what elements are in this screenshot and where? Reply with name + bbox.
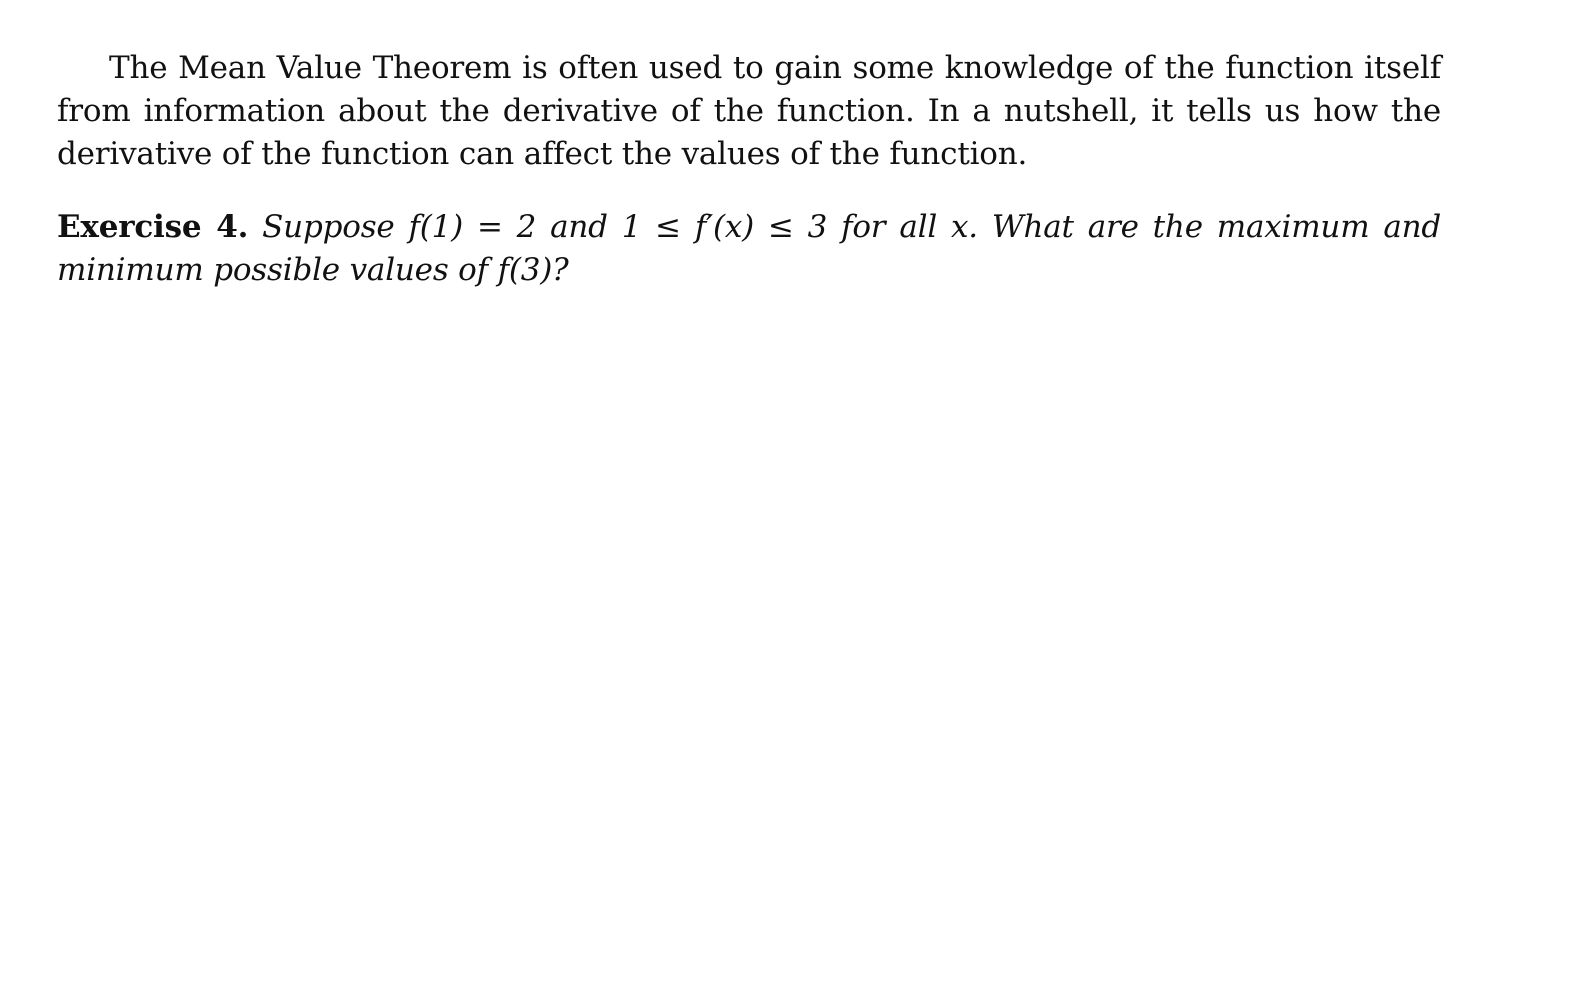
exercise-block	[57, 206, 1441, 292]
intro-paragraph: The Mean Value Theorem is often used to gain some knowledge of the function itself from information about the derivative of the function. In a nutshell, it tells us how the derivative of the function can affect the values of the function.	[57, 50, 1441, 172]
document-page	[57, 47, 1441, 292]
exercise-label: Exercise 4.	[57, 209, 249, 245]
exercise-text: Suppose f(1) = 2 and 1 ≤ f′(x) ≤ 3 for all x. What are the maximum and minimum possible values of f(3)?	[57, 209, 1442, 288]
